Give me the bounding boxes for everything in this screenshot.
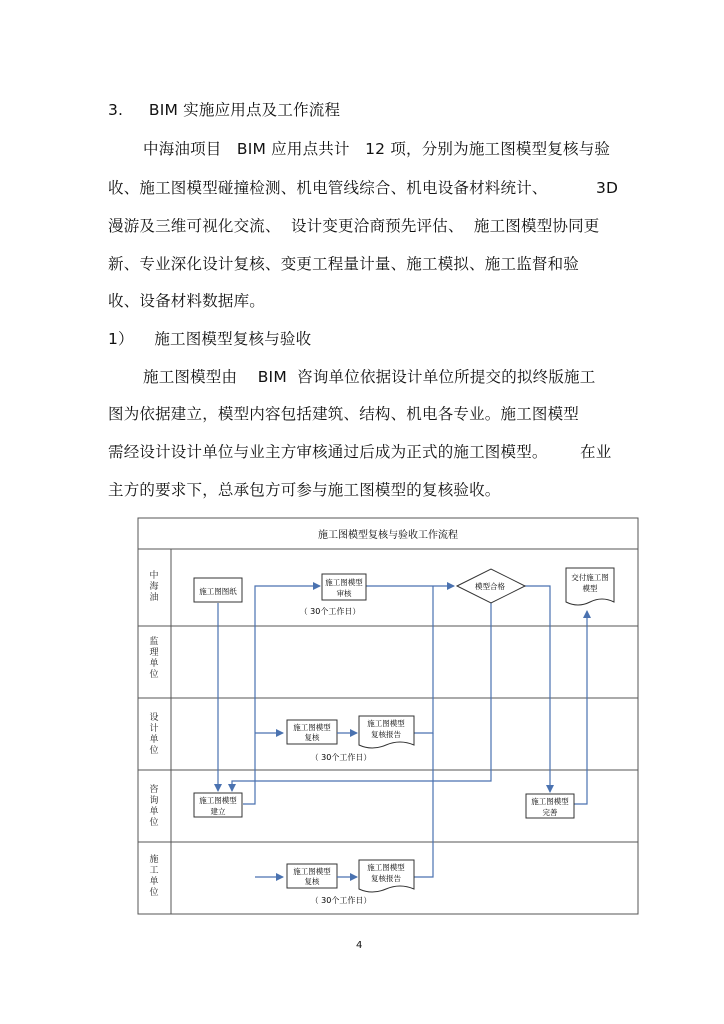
lane-label-2: 设计单位 (149, 713, 159, 756)
connector (232, 603, 491, 791)
connector (574, 611, 587, 804)
node-contractor-report-label: 施工图模型 (367, 863, 405, 872)
paragraph-line: 新、专业深化设计复核、变更工程量计量、施工模拟、施工监督和验 (108, 255, 580, 273)
node-contractor-review-label: 施工图模型 (293, 867, 331, 876)
paragraph-line-tail: 3D (596, 179, 619, 197)
section-title: BIM 实施应用点及工作流程 (148, 101, 341, 119)
paragraph-line: 收、施工图模型碰撞检测、机电管线综合、机电设备材料统计、 (108, 179, 548, 197)
paragraph-line: 收、设备材料数据库。 (108, 292, 266, 310)
node-deliver-label: 交付施工图 (571, 573, 609, 582)
diagram-title: 施工图模型复核与验收工作流程 (318, 530, 458, 541)
node-owner-review-label: 施工图模型 (325, 578, 363, 587)
node-drawing-label: 施工图图纸 (199, 587, 237, 596)
node-consult-fix-label: 完善 (542, 808, 558, 817)
node-consult-build-label: 建立 (210, 807, 226, 816)
node-deliver-label: 模型 (582, 584, 598, 593)
page-number: 4 (356, 940, 363, 951)
subsection-title: 施工图模型复核与验收 (154, 330, 312, 348)
duration-label: （ 30个工作日） (299, 607, 361, 616)
node-owner-review-label: 审核 (336, 589, 352, 598)
connector (524, 586, 550, 792)
lane-label-4: 施工单位 (149, 855, 159, 898)
connector (243, 586, 320, 804)
section-number: 3. (108, 101, 124, 119)
paragraph-line: 需经设计设计单位与业主方审核通过后成为正式的施工图模型。 (108, 443, 548, 461)
paragraph-line-tail: 在业 (580, 443, 612, 461)
paragraph-line: 施工图模型由 BIM 咨询单位依据设计单位所提交的拟终版施工 (143, 368, 596, 386)
paragraph-line: 漫游及三维可视化交流、 设计变更洽商预先评估、 施工图模型协同更 (108, 217, 600, 235)
node-consult-fix-label: 施工图模型 (531, 797, 569, 806)
paragraph-line: 中海油项目 BIM 应用点共计 12 项，分别为施工图模型复核与验 (143, 140, 611, 158)
lane-label-3: 咨询单位 (149, 785, 159, 828)
lane-label-0: 中海油 (149, 571, 159, 603)
paragraph-line: 主方的要求下，总承包方可参与施工图模型的复核验收。 (108, 481, 501, 499)
duration-label: （ 30个工作日） (310, 896, 372, 905)
node-contractor-report-label: 复核报告 (371, 874, 401, 883)
lane-label-1: 监理单位 (149, 637, 159, 680)
subsection-number: 1） (108, 330, 134, 348)
node-contractor-review-label: 复核 (304, 877, 320, 886)
connector (414, 733, 433, 877)
paragraph-line: 图为依据建立，模型内容包括建筑、结构、机电各专业。施工图模型 (108, 405, 580, 423)
connector (414, 586, 433, 733)
node-design-review-label: 施工图模型 (293, 723, 331, 732)
node-decision-label: 模型合格 (475, 582, 505, 591)
node-design-report-label: 施工图模型 (367, 719, 405, 728)
lane-labels (149, 569, 158, 898)
duration-label: （ 30个工作日） (310, 753, 372, 762)
node-consult-build-label: 施工图模型 (199, 796, 237, 805)
node-design-report-label: 复核报告 (371, 730, 401, 739)
node-design-review-label: 复核 (304, 733, 320, 742)
